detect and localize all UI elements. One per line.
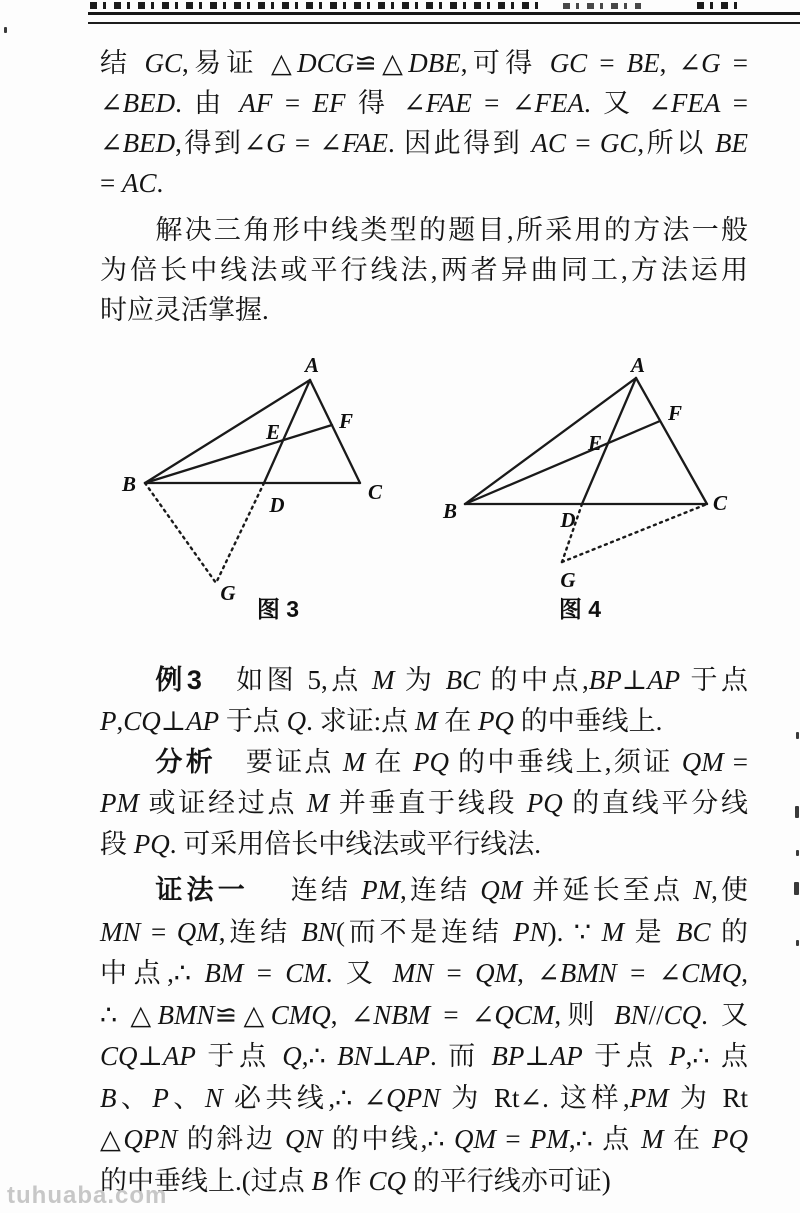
- scan-artifact: [796, 850, 799, 856]
- text-run: 要证点 M 在 PQ 的中垂线上,须证 QM =: [245, 747, 749, 777]
- text-line: CQ⊥AP 于点 Q,∴ BN⊥AP. 而 BP⊥AP 于点 P,∴ 点: [100, 1041, 749, 1071]
- paragraph-method-summary: [100, 210, 748, 330]
- fig4-vertex-label-G: G: [560, 568, 576, 592]
- paragraph-analysis: [100, 742, 748, 865]
- text-line: 时应灵活掌握.: [100, 295, 269, 325]
- fig4-dotted-GC: [562, 504, 707, 562]
- text-line: △QPN 的斜边 QN 的中线,∴ QM = PM,∴ 点 M 在 PQ: [100, 1124, 749, 1154]
- fig3-vertex-label-F: F: [339, 409, 354, 433]
- fig4-vertex-label-C: C: [713, 491, 728, 515]
- fig3-vertex-label-A: A: [304, 353, 320, 377]
- paragraph-example-3: [100, 660, 748, 742]
- scan-artifact: [794, 882, 799, 895]
- fig3-vertex-label-G: G: [220, 581, 236, 605]
- figure-4-caption: 图 4: [558, 596, 602, 622]
- text-line: B、P、N 必共线,∴ ∠QPN 为 Rt∠. 这样,PM 为 Rt: [100, 1082, 749, 1113]
- header-clipped-text: [697, 2, 745, 9]
- text-line: [100, 742, 748, 783]
- text-line: P,CQ⊥AP 于点 Q. 求证:点 M 在 PQ 的中垂线上.: [100, 706, 663, 736]
- text-line: 中点,∴ BM = CM. 又 MN = QM, ∠BMN = ∠CMQ,: [100, 958, 749, 988]
- text-line: 的中垂线上.(过点 B 作 CQ 的平行线亦可证): [100, 1165, 611, 1196]
- fig3-dotted-DG: [216, 483, 264, 583]
- fig4-side-AC: [636, 378, 707, 504]
- scan-artifact: [796, 940, 799, 946]
- header-clipped-text: [563, 3, 641, 9]
- paragraph-proof-1: [100, 870, 748, 1202]
- example-3-heading: 例3: [155, 665, 203, 695]
- fig3-side-BA: [145, 380, 310, 483]
- text-line: ∴ △BMN≌△CMQ, ∠NBM = ∠QCM,则 BN//CQ. 又: [100, 999, 749, 1030]
- fig4-vertex-label-D: D: [560, 508, 576, 532]
- text-line: 解决三角形中线类型的题目,所采用的方法一般: [155, 215, 748, 245]
- scan-artifact: [795, 806, 799, 818]
- text-line: [100, 870, 748, 912]
- header-clipped-text: [90, 2, 540, 9]
- fig3-segment-BF: [145, 425, 332, 483]
- scan-artifact: [796, 732, 799, 739]
- fig4-vertex-label-F: F: [668, 401, 683, 425]
- text-line: PM 或证经过点 M 并垂直于线段 PQ 的直线平分线: [100, 788, 749, 818]
- text-line: MN = QM,连结 BN(而不是连结 PN). ∵ M 是 BC 的: [100, 916, 749, 947]
- fig3-vertex-label-C: C: [368, 480, 383, 504]
- text-run: 如图 5,点 M 为 BC 的中点,BP⊥AP 于点: [232, 665, 748, 695]
- text-line: = AC.: [100, 168, 164, 198]
- text-run: 连结 PM,连结 QM 并延长至点 N,使: [290, 875, 749, 905]
- fig4-vertex-label-B: B: [442, 499, 457, 523]
- analysis-heading: 分析: [155, 747, 217, 777]
- text-line: ∠BED. 由 AF = EF 得 ∠FAE = ∠FEA. 又 ∠FEA =: [100, 88, 749, 118]
- paragraph-proof-continued: [100, 43, 748, 203]
- watermark: tuhuaba.com: [7, 1182, 168, 1209]
- text-line: ∠BED,得到∠G = ∠FAE. 因此得到 AC = GC,所以 BE: [100, 128, 749, 158]
- fig3-vertex-label-D: D: [269, 493, 285, 517]
- fig3-vertex-label-B: B: [121, 472, 136, 496]
- figure-4: [430, 350, 740, 630]
- fig4-vertex-label-A: A: [630, 353, 646, 377]
- fig3-vertex-label-E: E: [265, 420, 280, 444]
- text-line: 段 PQ. 可采用倍长中线法或平行线法.: [100, 829, 541, 859]
- fig4-vertex-label-E: E: [587, 431, 602, 455]
- header-double-rule: [88, 12, 800, 24]
- text-line: 结 GC,易证 △DCG≌△DBE,可得 GC = BE, ∠G =: [100, 48, 749, 78]
- figure-3: [90, 350, 430, 630]
- text-line: [100, 660, 748, 701]
- figure-3-caption: 图 3: [256, 596, 300, 622]
- proof-1-heading: 证法一: [155, 875, 249, 905]
- scan-artifact: [4, 27, 7, 33]
- fig3-dotted-BG: [145, 483, 216, 583]
- text-line: 为倍长中线法或平行线法,两者异曲同工,方法运用: [100, 255, 748, 285]
